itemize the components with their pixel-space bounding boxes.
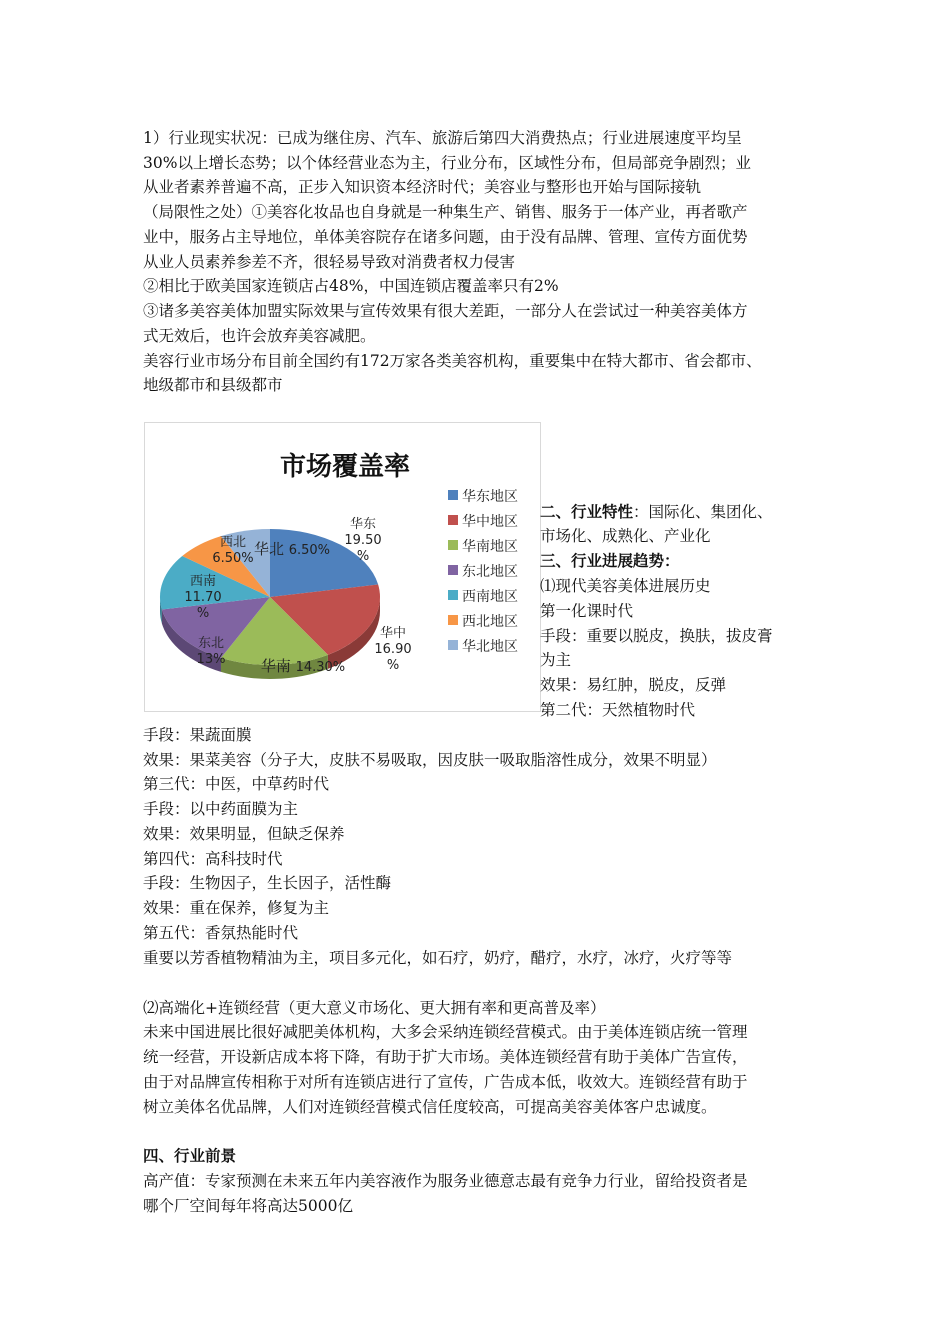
- legend-label: 华东地区: [462, 489, 518, 505]
- pie-chart-svg: [145, 423, 540, 711]
- text-line: 第一化课时代: [540, 602, 634, 620]
- svg-text:11.70: 11.70: [184, 590, 222, 605]
- text-line: ⑴现代美容美体进展历史: [540, 577, 711, 595]
- text-line: 统一经营，开设新店成本将下降，有助于扩大市场。美体连锁经营有助于美体广告宣传，: [143, 1048, 748, 1066]
- text-line: 市场化、成熟化、产业化: [540, 527, 711, 545]
- legend-swatch: [448, 540, 458, 550]
- svg-text:%: %: [196, 606, 210, 621]
- section2-heading: 二、行业特性: [540, 502, 634, 521]
- legend-swatch: [448, 615, 458, 625]
- legend-swatch: [448, 515, 458, 525]
- text-line: 第三代：中医，中草药时代: [143, 775, 330, 793]
- text-line: 手段：生物因子，生长因子，活性酶: [143, 874, 392, 892]
- section3-heading: 三、行业进展趋势：: [540, 551, 680, 570]
- data-label-东北: [197, 636, 226, 667]
- svg-text:%: %: [356, 549, 370, 564]
- legend-label: 西南地区: [462, 589, 518, 605]
- svg-text:华北 6.50%: 华北 6.50%: [253, 540, 331, 558]
- legend-swatch: [448, 640, 458, 650]
- text-line: 重要以芳香植物精油为主，项目多元化，如石疗，奶疗，醋疗，水疗，冰疗，火疗等等: [143, 949, 733, 967]
- legend-label: 华中地区: [462, 514, 518, 530]
- text-line: 手段：果蔬面膜: [143, 726, 252, 744]
- text-line: 美容行业市场分布目前全国约有172万家各类美容机构，重要集中在特大都市、省会都市、: [143, 352, 762, 370]
- text-line: 效果：易红肿，脱皮，反弹: [540, 676, 727, 694]
- text-line: 从业者素养普遍不高，正步入知识资本经济时代；美容业与整形也开始与国际接轨: [143, 178, 702, 196]
- legend-label: 西北地区: [462, 614, 518, 630]
- text-line: 地级都市和县级都市: [143, 376, 283, 394]
- text-line: （局限性之处）①美容化妆品也自身就是一种集生产、销售、服务于一体产业，再者歌产: [143, 203, 748, 221]
- text-line: ③诸多美容美体加盟实际效果与宣传效果有很大差距，一部分人在尝试过一种美容美体方: [143, 302, 748, 320]
- text-line: 第四代：高科技时代: [143, 850, 283, 868]
- text-line: 业中，服务占主导地位，单体美容院存在诸多问题，由于没有品牌、管理、宣传方面优势: [143, 228, 748, 246]
- text-line: 哪个厂空间每年将高达5000亿: [143, 1197, 353, 1215]
- svg-text:华中: 华中: [379, 626, 407, 641]
- text-line: 手段：重要以脱皮，换肤，拔皮膏: [540, 627, 773, 645]
- legend-label: 东北地区: [462, 564, 518, 580]
- section4-heading: 四、行业前景: [143, 1146, 237, 1165]
- text-line: 30%以上增长态势；以个体经营业态为主，行业分布，区域性分布，但局部竞争剧烈；业: [143, 154, 751, 172]
- text-line: 效果：重在保养，修复为主: [143, 899, 330, 917]
- text-line: 效果：果菜美容（分子大，皮肤不易吸取，因皮肤一吸取脂溶性成分，效果不明显）: [143, 751, 717, 769]
- svg-text:东北: 东北: [197, 636, 225, 651]
- legend-swatch: [448, 590, 458, 600]
- svg-text:13%: 13%: [196, 652, 226, 667]
- svg-text:华南 14.30%: 华南 14.30%: [260, 657, 346, 675]
- text-line: 从业人员素养参差不齐，很轻易导致对消费者权力侵害: [143, 253, 516, 271]
- svg-text:6.50%: 6.50%: [212, 551, 254, 566]
- legend-swatch: [448, 565, 458, 575]
- legend-swatch: [448, 490, 458, 500]
- text-line: 第二代：天然植物时代: [540, 701, 696, 719]
- legend-label: 华南地区: [462, 539, 518, 555]
- chart-title: 市场覆盖率: [279, 452, 411, 482]
- data-label-华中: [374, 625, 411, 673]
- text-line: 1）行业现实状况：已成为继住房、汽车、旅游后第四大消费热点；行业进展速度平均呈: [143, 129, 742, 147]
- svg-text:16.90: 16.90: [374, 642, 412, 657]
- text-line: 未来中国进展比很好减肥美体机构，大多会采纳连锁经营模式。由于美体连锁店统一管理: [143, 1023, 748, 1041]
- text-line: 第五代：香氛热能时代: [143, 924, 299, 942]
- text-line: 树立美体名优品牌，人们对连锁经营模式信任度较高，可提高美容美体客户忠诚度。: [143, 1098, 717, 1116]
- text-line: 效果：效果明显，但缺乏保养: [143, 825, 345, 843]
- data-label-华南: [261, 657, 345, 675]
- section2-line: [540, 500, 773, 525]
- section2-text: ：国际化、集团化、: [633, 503, 773, 521]
- text-line: 为主: [540, 651, 572, 669]
- legend-label: 华北地区: [462, 639, 518, 655]
- text-line: ⑵高端化+连锁经营（更大意义市场化、更大拥有率和更高普及率）: [143, 999, 606, 1017]
- text-line: 由于对品牌宣传相称于对所有连锁店进行了宣传，广告成本低，收效大。连锁经营有助于: [143, 1073, 748, 1091]
- svg-text:西南: 西南: [189, 574, 217, 589]
- svg-text:华东: 华东: [349, 517, 377, 532]
- text-line: 高产值：专家预测在未来五年内美容液作为服务业德意志最有竞争力行业，留给投资者是: [143, 1172, 748, 1190]
- text-line: 手段：以中药面膜为主: [143, 800, 299, 818]
- svg-text:西北: 西北: [219, 535, 247, 550]
- text-line: 式无效后，也许会放弃美容减肥。: [143, 327, 376, 345]
- text-line: ②相比于欧美国家连锁店占48%，中国连锁店覆盖率只有2%: [143, 277, 559, 295]
- data-label-华北: [254, 540, 330, 558]
- svg-text:%: %: [386, 658, 400, 673]
- svg-text:19.50: 19.50: [344, 533, 382, 548]
- market-coverage-chart: [144, 422, 541, 712]
